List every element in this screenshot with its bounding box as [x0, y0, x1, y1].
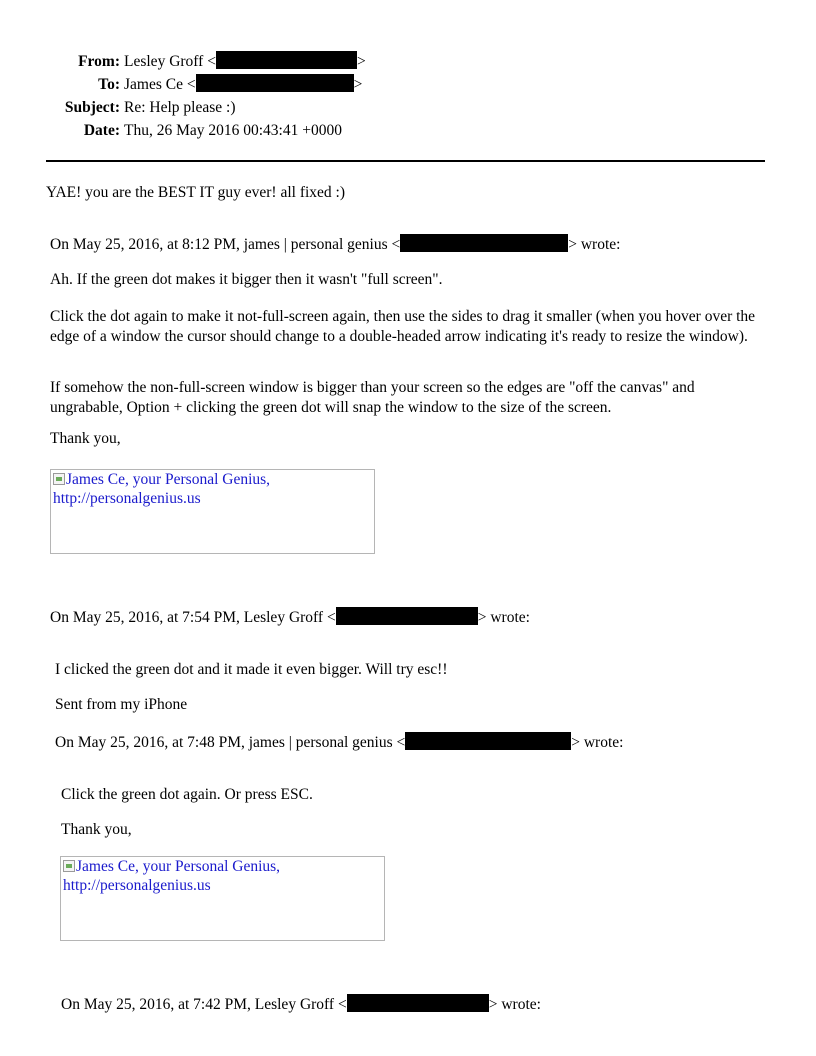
quote-paragraph: I clicked the green dot and it made it even bigger. Will try esc!! — [55, 661, 448, 678]
from-label: From: — [78, 53, 120, 70]
email-header — [46, 50, 366, 142]
redaction-box — [405, 732, 571, 750]
subject-row — [46, 96, 366, 119]
signature-alt-text: James Ce, your Personal Genius, http://personalgenius.us — [63, 858, 281, 894]
signoff-text: Thank you, — [61, 821, 132, 838]
broken-image-icon — [63, 860, 75, 872]
quote-attribution: On May 25, 2016, at 8:12 PM, james | personal genius < > wrote: — [50, 236, 621, 253]
subject-value: Re: Help please :) — [124, 99, 236, 116]
redaction-box — [216, 51, 357, 69]
to-row — [46, 73, 366, 96]
to-label: To: — [98, 76, 120, 93]
sent-from-text: Sent from my iPhone — [55, 696, 188, 713]
from-value: Lesley Groff < > — [124, 53, 366, 70]
signature-alt-text: James Ce, your Personal Genius, http://personalgenius.us — [53, 471, 271, 507]
quote-paragraph: Ah. If the green dot makes it bigger then it wasn't "full screen". — [50, 271, 443, 288]
redaction-box — [336, 607, 478, 625]
date-row — [46, 119, 366, 142]
date-label: Date: — [83, 122, 120, 139]
quote-paragraph: Click the green dot again. Or press ESC. — [61, 786, 313, 803]
reply-text: YAE! you are the BEST IT guy ever! all fixed :) — [46, 184, 346, 201]
redaction-box — [347, 994, 489, 1012]
redaction-box — [196, 74, 354, 92]
signoff-text: Thank you, — [50, 430, 121, 447]
header-divider — [46, 160, 765, 162]
subject-label: Subject: — [64, 99, 120, 116]
quote-paragraph: If somehow the non-full-screen window is bigger than your screen so the edges are "off the canvas" and ungrabable, Option + clicking the green dot will snap the window to the size of the screen. — [50, 379, 695, 416]
to-value: James Ce < > — [124, 76, 363, 93]
redaction-box — [400, 234, 568, 252]
quote-attribution: On May 25, 2016, at 7:48 PM, james | personal genius < > wrote: — [55, 734, 624, 751]
signature-image[interactable] — [50, 469, 375, 554]
signature-image[interactable] — [60, 856, 385, 941]
broken-image-icon — [53, 473, 65, 485]
from-row — [46, 50, 366, 73]
quote-paragraph: Click the dot again to make it not-full-screen again, then use the sides to drag it smaller (when you hover over the edge of a window the cursor should change to a double-headed arrow indicating it's ready to resize the window). — [50, 308, 756, 345]
quote-attribution: On May 25, 2016, at 7:54 PM, Lesley Groff < > wrote: — [50, 609, 530, 626]
quote-attribution: On May 25, 2016, at 7:42 PM, Lesley Groff < > wrote: — [61, 996, 541, 1013]
date-value: Thu, 26 May 2016 00:43:41 +0000 — [124, 122, 342, 139]
